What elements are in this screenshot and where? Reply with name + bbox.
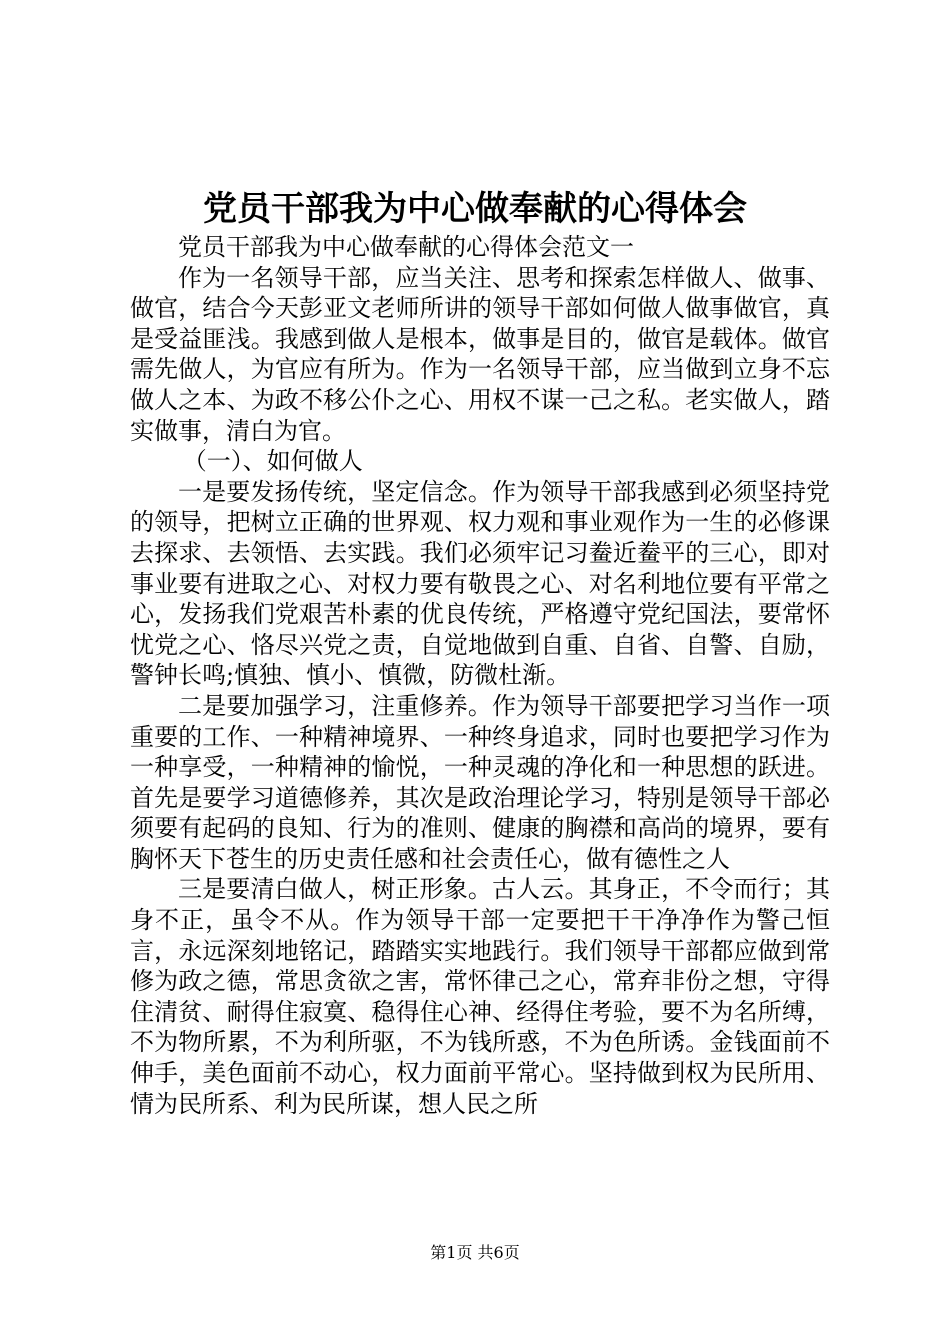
subtitle-paragraph: 党员干部我为中心做奉献的心得体会范文一 [178, 233, 634, 261]
document-body [130, 232, 830, 1119]
body-paragraph: 三是要清白做人，树正形象。古人云。其身正，不令而行；其身不正，虽令不从。作为领导干部一定要把干干净净作为警己恒言，永远深刻地铭记，踏踏实实地践行。我们领导干部都应做到常修为政之德，常思贪欲之害，常怀律己之心，常弃非份之想，守得住清贫、耐得住寂寞、稳得住心神、经得住考验，要不为名所缚，不为物所累，不为利所驱，不为钱所惑，不为色所诱。金钱面前不伸手，美色面前不动心，权力面前平常心。坚持做到权为民所用、情为民所系、利为民所谋，想人民之所 [130, 875, 830, 1118]
body-paragraph: 作为一名领导干部，应当关注、思考和探索怎样做人、做事、做官，结合今天彭亚文老师所讲的领导干部如何做人做事做官，真是受益匪浅。我感到做人是根本，做事是目的，做官是载体。做官需先做人，为官应有所为。作为一名领导干部，应当做到立身不忘做人之本、为政不移公仆之心、用权不谋一己之私。老实做人，踏实做事，清白为官。 [130, 263, 830, 445]
body-paragraph: 一是要发扬传统，坚定信念。作为领导干部我感到必须坚持党的领导，把树立正确的世界观、权力观和事业观作为一生的必修课去探求、去领悟、去实践。我们必须牢记习鲞近鲞平的三心，即对事业要有进取之心、对权力要有敬畏之心、对名利地位要有平常之心，发扬我们党艰苦朴素的优良传统，严格遵守党纪国法，要常怀忧党之心、恪尽兴党之责，自觉地做到自重、自省、自警、自励，警钟长鸣;慎独、慎小、慎微，防微杜渐。 [130, 477, 830, 690]
document-title: 党员干部我为中心做奉献的心得体会 [203, 189, 747, 229]
section-heading: （一）、如何做人 [182, 447, 363, 476]
body-paragraph: 二是要加强学习，注重修养。作为领导干部要把学习当作一项重要的工作、一种精神境界、一种终身追求，同时也要把学习作为一种享受，一种精神的愉悦，一种灵魂的净化和一种思想的跃进。首先是要学习道德修养，其次是政治理论学习，特别是领导干部必须要有起码的良知、行为的准则、健康的胸襟和高尚的境界，要有胸怀天下苍生的历史责任感和社会责任心，做有德性之人 [130, 691, 830, 873]
page-footer: 第1页 共6页 [430, 1243, 520, 1262]
